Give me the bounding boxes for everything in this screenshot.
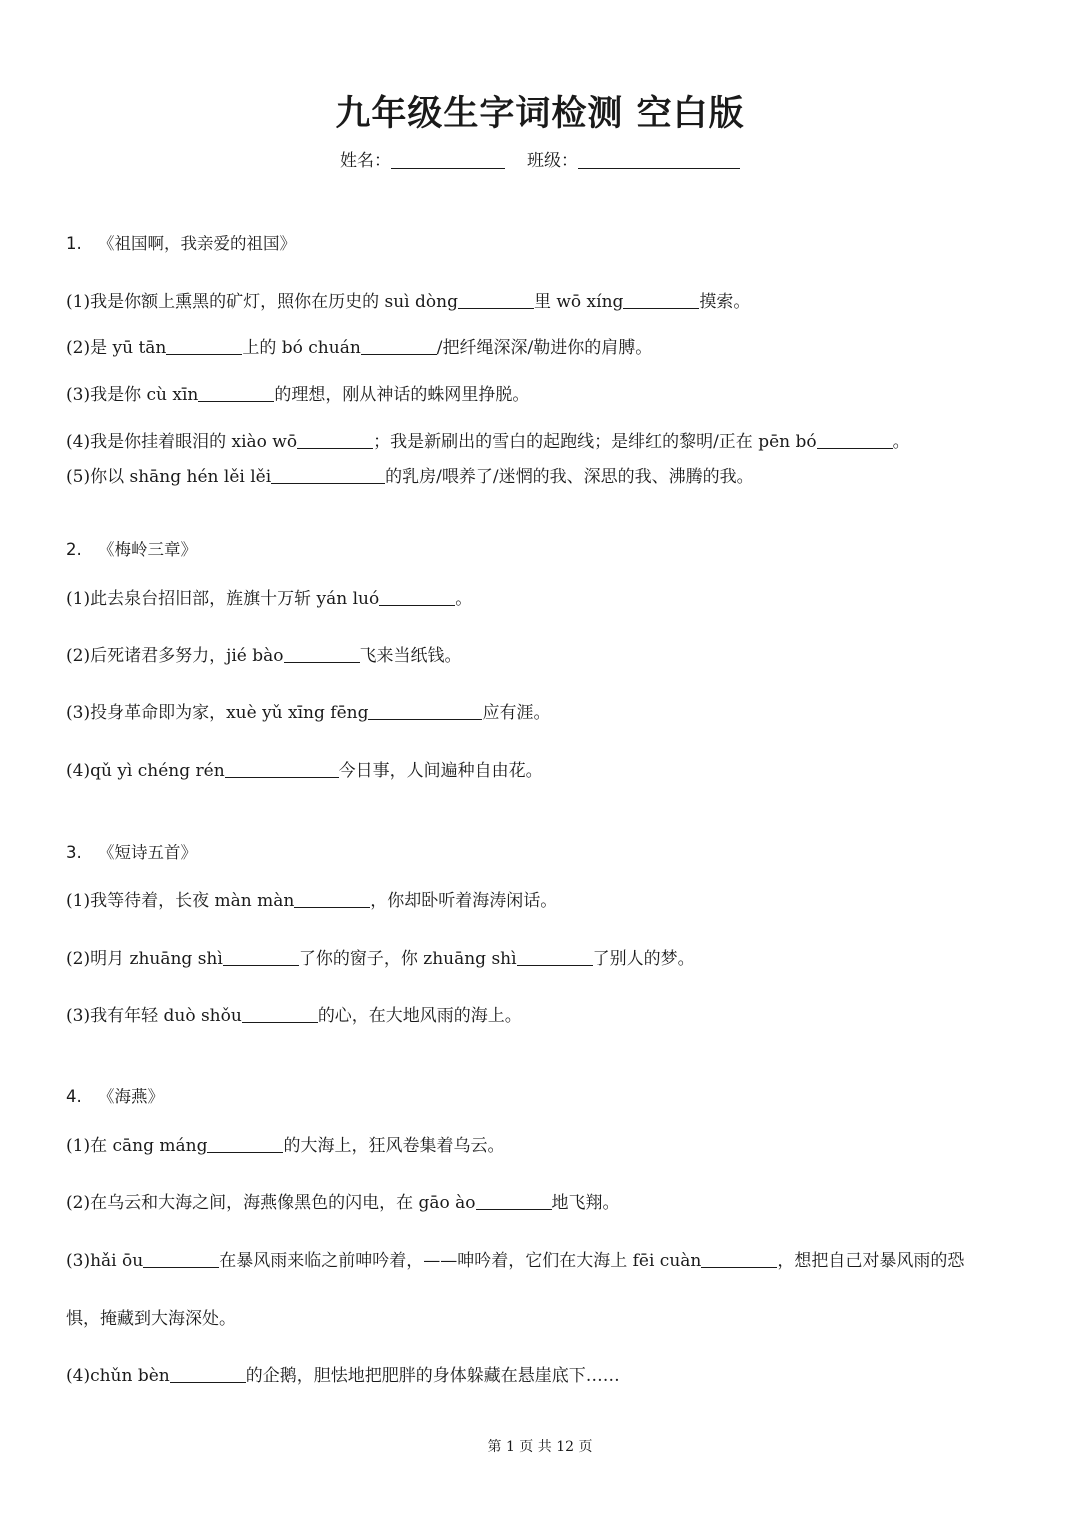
question-line (66, 698, 1020, 723)
page-footer: 第 1 页 共 12 页 (487, 1439, 593, 1455)
section-title: 《海燕》 (98, 1087, 164, 1106)
answer-blank[interactable] (476, 1193, 552, 1210)
answer-blank[interactable] (361, 338, 437, 355)
section-title: 《短诗五首》 (98, 843, 197, 862)
question-line (66, 584, 1020, 609)
question-line (66, 944, 1020, 969)
section-heading (66, 1083, 164, 1107)
answer-blank[interactable] (297, 432, 373, 449)
question-text: 的大海上，狂风卷集着乌云。 (283, 1136, 505, 1156)
section-number: 1. (66, 234, 82, 253)
question-line (66, 1304, 1020, 1329)
answer-blank[interactable] (517, 949, 593, 966)
answer-blank[interactable] (701, 1251, 777, 1268)
page-title: 九年级生字词检测 空白版 (335, 94, 745, 134)
answer-blank[interactable] (223, 949, 299, 966)
question-text: (3)我是你 cù xīn (66, 385, 199, 405)
question-text: 的心，在大地风雨的海上。 (317, 1006, 522, 1026)
answer-blank[interactable] (225, 761, 339, 778)
question-text: (1)此去泉台招旧部，旌旗十万斩 yán luó (66, 589, 380, 609)
answer-blank[interactable] (166, 338, 242, 355)
question-line (66, 380, 1020, 405)
question-line (66, 756, 1020, 781)
question-text: 。 (455, 589, 473, 609)
section-number: 3. (66, 843, 82, 862)
student-info (0, 146, 1080, 171)
answer-blank[interactable] (294, 891, 370, 908)
question-text: 飞来当纸钱。 (359, 646, 462, 666)
question-text: (1)我是你额上熏黑的矿灯，照你在历史的 suì dòng (66, 292, 458, 312)
answer-blank[interactable] (271, 467, 385, 484)
section-heading (66, 230, 296, 254)
question-text: ，你却卧听着海涛闲话。 (370, 891, 558, 911)
section-title: 《梅岭三章》 (98, 540, 197, 559)
question-line (66, 1188, 1020, 1213)
question-text: (5)你以 shāng hén lěi lěi (66, 467, 272, 487)
question-text: (4)qǔ yì chéng rén (66, 761, 225, 781)
question-text: (3)hǎi ōu (66, 1251, 144, 1271)
question-text: 的理想，刚从神话的蛛网里挣脱。 (274, 385, 530, 405)
question-line (66, 287, 1020, 312)
question-text: (2)是 yū tān (66, 338, 167, 358)
question-text: (3)投身革命即为家，xuè yǔ xīng fēng (66, 703, 369, 723)
section-heading (66, 536, 197, 560)
question-text: 里 wō xíng (533, 292, 624, 312)
answer-blank[interactable] (143, 1251, 219, 1268)
question-text: 在暴风雨来临之前呻吟着，——呻吟着，它们在大海上 fēi cuàn (219, 1251, 702, 1271)
question-line (66, 886, 1020, 911)
answer-blank[interactable] (817, 432, 893, 449)
question-text: (1)在 cāng máng (66, 1136, 208, 1156)
answer-blank[interactable] (368, 703, 482, 720)
question-line (66, 333, 1020, 358)
section-title: 《祖国啊，我亲爱的祖国》 (98, 234, 296, 253)
question-line (66, 1246, 1020, 1271)
question-text: 地飞翔。 (551, 1193, 620, 1213)
question-text: 摸索。 (699, 292, 751, 312)
question-line (66, 427, 1020, 452)
answer-blank[interactable] (198, 385, 274, 402)
answer-blank[interactable] (207, 1136, 283, 1153)
question-text: 了别人的梦。 (592, 949, 695, 969)
class-label: 班级： (527, 151, 578, 171)
question-text: (3)我有年轻 duò shǒu (66, 1006, 242, 1026)
section-heading (66, 839, 197, 863)
question-text: 惧，掩藏到大海深处。 (66, 1309, 236, 1329)
answer-blank[interactable] (379, 589, 455, 606)
question-text: 的乳房/喂养了/迷惘的我、深思的我、沸腾的我。 (385, 467, 754, 487)
question-text: (2)明月 zhuāng shì (66, 949, 223, 969)
answer-blank[interactable] (170, 1366, 246, 1383)
question-text: /把纤绳深深/勒进你的肩膊。 (436, 338, 653, 358)
name-label: 姓名： (340, 151, 391, 171)
question-line (66, 1001, 1020, 1026)
answer-blank[interactable] (458, 292, 534, 309)
question-text: 的企鹅，胆怯地把肥胖的身体躲藏在悬崖底下…… (245, 1366, 620, 1386)
question-text: 应有涯。 (482, 703, 551, 723)
question-text: 了你的窗子，你 zhuāng shì (298, 949, 517, 969)
question-line (66, 462, 1020, 487)
class-blank[interactable] (578, 150, 740, 169)
question-text: (2)在乌云和大海之间，海燕像黑色的闪电，在 gāo ào (66, 1193, 476, 1213)
question-text: ；我是新刷出的雪白的起跑线；是绯红的黎明/正在 pēn bó (373, 432, 817, 452)
question-text: (4)我是你挂着眼泪的 xiào wō (66, 432, 298, 452)
question-text: (1)我等待着，长夜 màn màn (66, 891, 295, 911)
section-number: 4. (66, 1087, 82, 1106)
question-line (66, 641, 1020, 666)
answer-blank[interactable] (242, 1006, 318, 1023)
question-text: 上的 bó chuán (242, 338, 361, 358)
question-text: ，想把自己对暴风雨的恐 (777, 1251, 965, 1271)
question-line (66, 1131, 1020, 1156)
question-text: (2)后死诸君多努力，jié bào (66, 646, 284, 666)
name-blank[interactable] (391, 150, 505, 169)
question-line (66, 1361, 1020, 1386)
question-text: 今日事，人间遍种自由花。 (338, 761, 543, 781)
question-text: (4)chǔn bèn (66, 1366, 170, 1386)
section-number: 2. (66, 540, 82, 559)
answer-blank[interactable] (284, 646, 360, 663)
question-text: 。 (892, 432, 910, 452)
answer-blank[interactable] (623, 292, 699, 309)
